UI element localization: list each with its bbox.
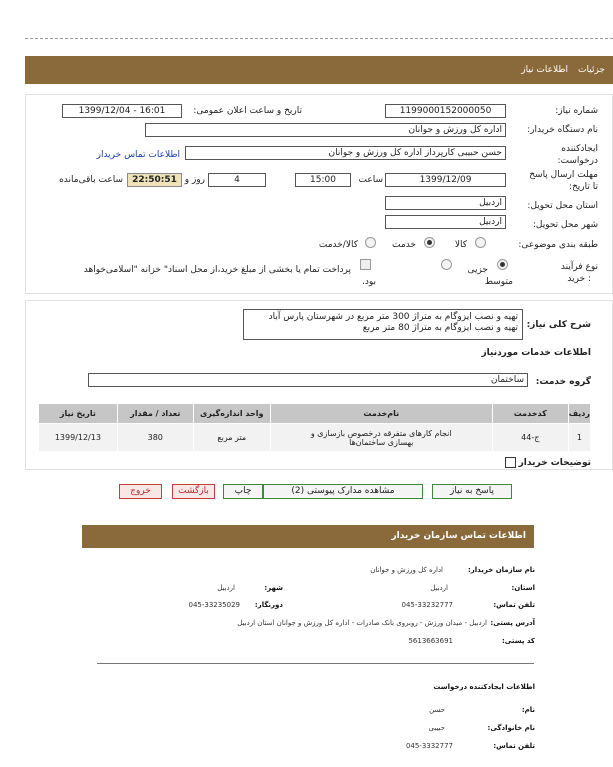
service-group-label: گروه خدمت: [535,377,591,387]
process-medium-label: متوسط [484,277,513,287]
category-goods-label: کالا [454,240,467,250]
contact-city-label: شهر: [264,584,283,592]
col-row: ردیف [568,404,590,424]
payment-note-line1: پرداخت تمام یا بخشی از مبلغ خرید،از محل اسناد" خزانه "اسلامی‌خواهد [83,265,351,275]
cell-code: ج-44 [492,424,568,452]
days-field: 4 [208,173,266,187]
contact-city-value: اردبیل [217,584,235,592]
category-service-label: خدمت [392,240,416,250]
province-label: استان محل تحویل: [527,201,598,211]
contact-phone-value: 045-33232777 [401,601,453,609]
top-divider [25,38,613,39]
col-code: کدخدمت [492,404,568,424]
contact-divider [97,663,534,664]
process-medium-radio[interactable] [441,259,452,270]
cell-unit: متر مربع [193,424,270,452]
buyer-notes-checkbox[interactable] [505,457,516,468]
table-header-row [39,404,591,424]
cell-name: انجام کارهای متفرقه درخصوص بازسازی و بهسازی ساختمان‌ها [270,424,492,452]
col-date: تاریخ نیاز [39,404,118,424]
buyer-contact-link[interactable]: اطلاعات تماس خریدار [96,150,180,160]
tab-details[interactable]: جزئیات [578,65,605,75]
deadline-date-field: 1399/12/09 [385,173,506,187]
buyer-notes-label: توضیحات خریدار [518,458,591,468]
attachments-button[interactable]: مشاهده مدارک پیوستی (2) [263,484,423,499]
process-minor-radio[interactable] [497,259,508,270]
contact-province-label: استان: [511,584,535,592]
category-goods-radio[interactable] [475,237,486,248]
creator-phone-label: تلفن تماس: [493,742,535,750]
need-number-field: 1199000152000050 [385,104,506,118]
creator-field: حسن حبیبی کارپرداز اداره کل ورزش و جوانان [185,146,506,160]
creator-name-label: نام: [521,706,535,714]
city-field: اردبیل [385,215,506,229]
announce-field: 1399/12/04 - 16:01 [62,104,182,118]
col-unit: واحد اندازه‌گیری [193,404,270,424]
city-label: شهر محل تحویل: [532,220,598,230]
time-label: ساعت [358,175,383,185]
services-table [38,403,591,452]
contact-phone-label: تلفن تماس: [493,601,535,609]
services-title: اطلاعات خدمات موردنیاز [481,348,591,358]
exit-button[interactable]: خروج [119,484,162,499]
category-goods-service-radio[interactable] [365,237,376,248]
creator-label-2: درخواست: [557,156,598,166]
process-label-2: : خرید [567,274,591,284]
summary-line-2: تهیه و نصب ایزوگام به متراژ 80 متر مربع [362,323,518,333]
province-field: اردبیل [385,196,506,210]
contact-province-value: اردبیل [430,584,448,592]
contact-title-bar: اطلاعات تماس سازمان خریدار [82,525,534,548]
summary-line-1: تهیه و نصب ایزوگام به متراژ 300 متر مربع در شهرستان پارس آباد [268,312,518,322]
creator-phone-value: 045-3332777 [405,742,453,750]
summary-textarea [243,309,523,340]
days-label: روز و [184,175,205,185]
contact-org-label: نام سازمان خریدار: [467,566,535,574]
table-row [39,424,591,452]
category-service-radio[interactable] [424,237,435,248]
contact-org-value: اداره کل ورزش و جوانان [370,566,443,574]
deadline-label-1: مهلت ارسال پاسخ [529,170,598,180]
countdown-timer: 22:50:51 [127,173,182,187]
cell-qty: 380 [117,424,193,452]
contact-fax-label: دورنگار: [254,601,283,609]
cell-row: 1 [568,424,590,452]
tab-need-info[interactable]: اطلاعات نیاز [521,65,569,75]
category-label: طبقه بندی موضوعی: [518,240,598,250]
print-button[interactable]: چاپ [223,484,263,499]
contact-postal-value: 5613663691 [408,637,453,645]
contact-fax-value: 045-33235029 [188,601,240,609]
creator-info-title: اطلاعات ایجادکننده درخواست [433,683,535,691]
col-name: نام‌خدمت [270,404,492,424]
cell-date: 1399/12/13 [39,424,118,452]
treasury-payment-checkbox[interactable] [360,259,371,270]
deadline-time-field: 15:00 [295,173,351,187]
reply-button[interactable]: پاسخ به نیاز [432,484,512,499]
process-minor-label: جزیی [467,265,488,275]
buyer-org-field: اداره کل ورزش و جوانان [145,123,506,137]
deadline-label-2: تا تاریخ: [568,182,598,192]
remaining-label: ساعت باقی‌مانده [59,175,123,185]
contact-address-value: اردبیل - میدان ورزش - روبروی بانک صادرات - اداره کل ورزش و جوانان استان اردبیل [237,619,487,627]
creator-family-label: نام خانوادگی: [487,724,535,732]
back-button[interactable]: بازگشت [172,484,215,499]
page-header [25,56,613,84]
payment-note-line2: بود. [361,277,376,287]
category-goods-service-label: کالا/خدمت [318,240,358,250]
service-group-field: ساختمان [88,373,528,387]
buyer-org-label: نام دستگاه خریدار: [527,125,598,135]
creator-label-1: ایجادکننده [561,144,598,154]
need-number-label: شماره نیاز: [555,106,598,116]
contact-address-label: آدرس پستی: [490,619,535,627]
creator-name-value: حسن [429,706,445,714]
creator-family-value: حبیبی [428,724,445,732]
announce-label: تاریخ و ساعت اعلان عمومی: [193,106,302,116]
process-label-1: نوع فرآیند [560,262,598,272]
col-qty: تعداد / مقدار [117,404,193,424]
summary-label: شرح کلی نیاز: [526,320,591,330]
contact-postal-label: کد پستی: [501,637,535,645]
